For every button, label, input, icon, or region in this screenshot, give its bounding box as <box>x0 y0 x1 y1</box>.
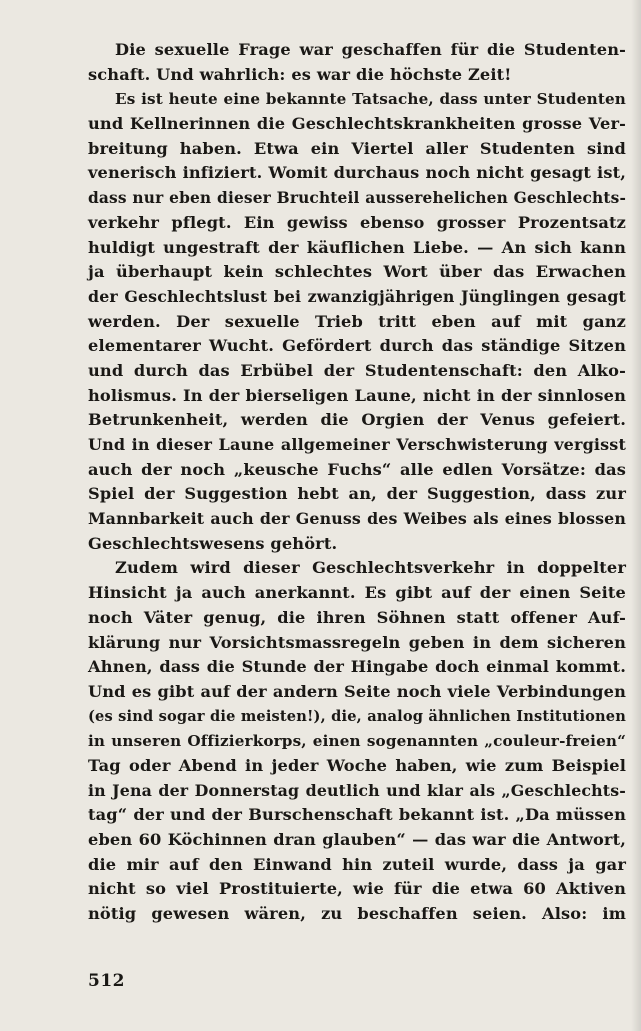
text-line: in Jena der Donnerstag deutlich und klar als „Geschlechts- <box>88 780 626 800</box>
text-line: elementarer Wucht. Gefördert durch das ständige Sitzen <box>88 336 626 356</box>
text-line: die mir auf den Einwand hin zuteil wurde, dass ja gar <box>88 854 626 874</box>
text-line: verkehr pflegt. Ein gewiss ebenso grosser Prozentsatz <box>88 212 626 232</box>
text-line: Die sexuelle Frage war geschaffen für die Studenten- <box>115 40 626 59</box>
text-line: in unseren Offizierkorps, einen sogenannten „couleur-freien“ <box>88 732 626 751</box>
text-line: eben 60 Köchinnen dran glauben“ — das war die Antwort, <box>88 830 626 849</box>
text-line: Zudem wird dieser Geschlechtsverkehr in doppelter <box>115 558 626 578</box>
page-edge-shadow <box>631 0 641 1031</box>
text-line: Und in dieser Laune allgemeiner Verschwisterung vergisst <box>88 435 626 454</box>
text-line: Es ist heute eine bekannte Tatsache, dass unter Studenten <box>115 90 626 109</box>
text-line: tag“ der und der Burschenschaft bekannt ist. „Da müssen <box>88 805 626 825</box>
text-line: der Geschlechtslust bei zwanzigjährigen Jünglingen gesagt <box>88 286 626 306</box>
text-line: Spiel der Suggestion hebt an, der Suggestion, dass zur <box>88 484 626 504</box>
page-number: 512 <box>88 971 125 991</box>
text-line: werden. Der sexuelle Trieb tritt eben auf mit ganz <box>88 311 626 331</box>
text-line: Und es gibt auf der andern Seite noch viele Verbindungen <box>88 681 626 701</box>
text-line: huldigt ungestraft der käuflichen Liebe. — An sich kann <box>88 237 626 257</box>
text-line: Hinsicht ja auch anerkannt. Es gibt auf der einen Seite <box>88 583 626 603</box>
text-line: (es sind sogar die meisten!), die, analog ähnlichen Institutionen <box>88 707 626 725</box>
text-line: auch der noch „keusche Fuchs“ alle edlen Vorsätze: das <box>88 459 626 479</box>
text-line: nicht so viel Prostituierte, wie für die etwa 60 Aktiven <box>88 879 626 899</box>
text-line: breitung haben. Etwa ein Viertel aller Studenten sind <box>88 138 626 158</box>
text-line: venerisch infiziert. Womit durchaus noch nicht gesagt ist, <box>88 163 626 183</box>
text-line: holismus. In der bierseligen Laune, nicht in der sinnlosen <box>88 385 626 405</box>
text-line: klärung nur Vorsichtsmassregeln geben in dem sicheren <box>88 632 626 652</box>
text-line: schaft. Und wahrlich: es war die höchste Zeit! <box>88 64 512 84</box>
text-line: und durch das Erbübel der Studentenschaft: den Alko- <box>88 360 626 380</box>
text-line: Tag oder Abend in jeder Woche haben, wie zum Beispiel <box>88 755 626 775</box>
text-line: noch Väter genug, die ihren Söhnen statt offener Auf- <box>88 607 626 627</box>
text-line: nötig gewesen wären, zu beschaffen seien. Also: im <box>88 904 626 924</box>
text-line: dass nur eben dieser Bruchteil ausserehelichen Geschlechts- <box>88 189 626 208</box>
text-line: ja überhaupt kein schlechtes Wort über das Erwachen <box>88 262 626 282</box>
text-line: Ahnen, dass die Stunde der Hingabe doch einmal kommt. <box>88 657 626 677</box>
text-line: Geschlechtswesens gehört. <box>88 533 338 553</box>
text-line: Betrunkenheit, werden die Orgien der Venus gefeiert. <box>88 410 626 430</box>
text-line: und Kellnerinnen die Geschlechtskrankheiten grosse Ver- <box>88 114 626 134</box>
body-text <box>88 38 626 927</box>
text-line: Mannbarkeit auch der Genuss des Weibes als eines blossen <box>88 509 626 529</box>
